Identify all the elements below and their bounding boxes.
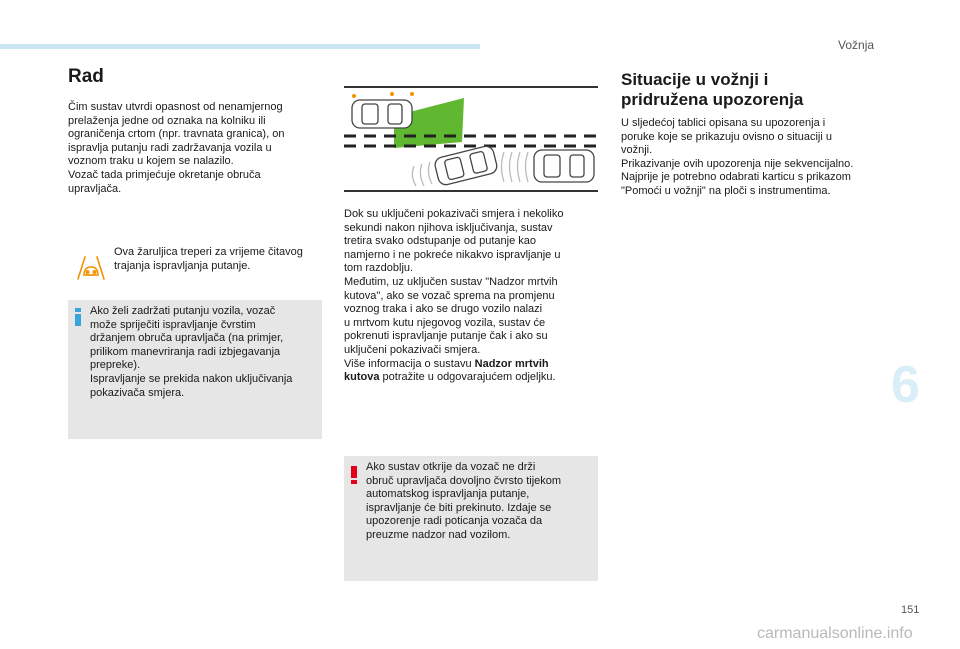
watermark: carmanualsonline.info	[757, 625, 913, 642]
situations-paragraph: U sljedećoj tablici opisana su upozorenja i poruke koje se prikazuju ovisno o situaciji u vožnji. Prikazivanje ovih upozorenja nije sekvencijalno. Najprije je potrebno odabrati karticu s prikazom "Pomoći u vožnji" na ploči s instrumentima.	[621, 117, 854, 197]
section-title: Vožnja	[838, 38, 875, 52]
middle-paragraph	[344, 208, 594, 385]
rad-paragraph: Čim sustav utvrdi opasnost od nenamjernog prelaženja jedne od oznaka na kolniku ili ograničenja crtom (npr. travnata granica), on ispravlja putanju radi zadržavanja vozila u voznom traku u kojem se nalazilo. Vozač tada primjećuje okretanje obruča upravljača.	[68, 101, 285, 195]
header-accent-bar	[0, 44, 480, 49]
situations-heading: Situacije u vožnji i pridružena upozorenja	[621, 70, 804, 109]
middle-paragraph-end: potražite u odgovarajućem odjeljku.	[379, 371, 556, 384]
info-icon	[75, 308, 81, 326]
rad-heading: Rad	[68, 66, 104, 87]
warning-box-text: Ako sustav otkrije da vozač ne drži obruč upravljača dovoljno čvrsto tijekom automatskog ispravljanja putanje, ispravljanje će biti prekinuto. Izdaje se upozorenje radi poticanja vozača da preuzme nadzor nad vozilom.	[366, 461, 562, 541]
warning-box	[344, 456, 598, 581]
page-number: 151	[901, 604, 920, 616]
middle-paragraph-text: Dok su uključeni pokazivači smjera i nekoliko sekundi nakon njihova isključivanja, sustav tretira svako odstupanje od putanje kao namjerno i ne pokreće nikakvo ispravljanje u tom razdoblju. Međutim, uz uključen sustav "Nadzor mrtvih kutova", ako se vozač sprema na promjenu voznog traka i ako se drugo vozilo nalazi u mrtvom kutu njegovog vozila, sustav će pokrenuti ispravljanje putanje čak i ako su uključeni pokazivači smjera. Više informacija o sustavu	[344, 208, 564, 370]
chapter-number: 6	[891, 356, 920, 414]
bsd-link-bold: Nadzor mrtvih kutova	[344, 357, 549, 384]
warning-icon	[351, 466, 357, 484]
lane-correction-illustration	[344, 86, 598, 192]
figure-bottom-rule	[344, 190, 598, 192]
lamp-note-text: Ova žaruljica treperi za vrijeme čitavog trajanja ispravljanja putanje.	[114, 246, 303, 272]
info-box	[68, 300, 322, 439]
lamp-note	[68, 246, 322, 298]
lane-keeping-lamp-icon	[74, 251, 108, 281]
info-box-text: Ako želi zadržati putanju vozila, vozač može spriječiti ispravljanje čvrstim držanjem obruča upravljača (na primjer, prilikom manevriranja radi izbjegavanja prepreke). Ispravljanje se prekida nakon uključivanja pokazivača smjera.	[90, 305, 293, 399]
